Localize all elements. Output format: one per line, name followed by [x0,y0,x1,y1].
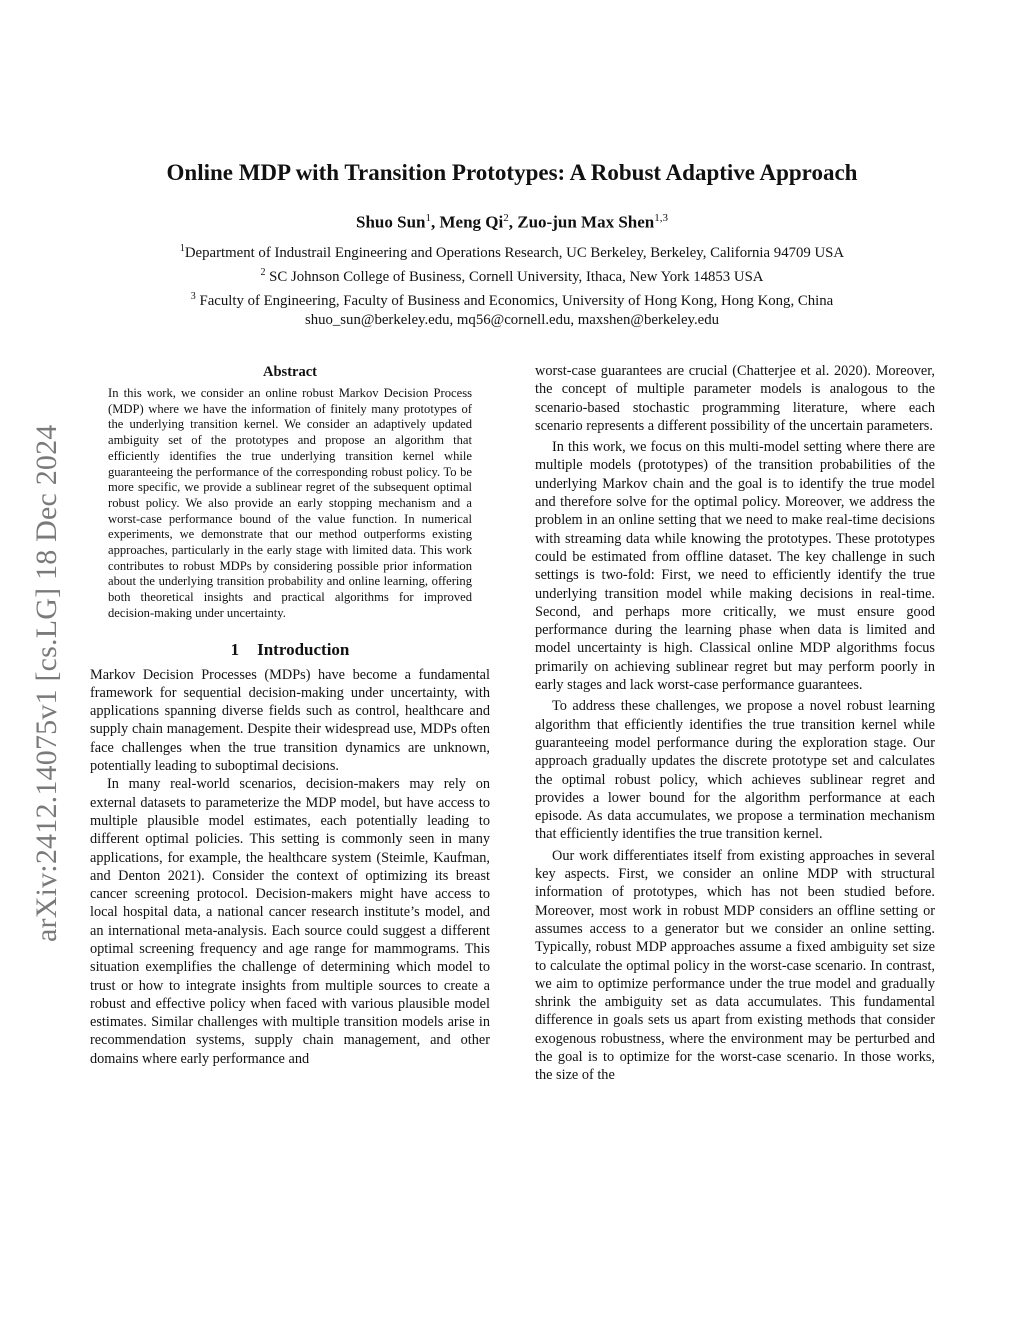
body-paragraph: In many real-world scenarios, decision-makers may rely on external datasets to parameterize the MDP model, but have access to multiple plausible model estimates, each potentially leading to different optimal policies. This setting is commonly seen in many applications, for example, the healthcare system (Steimle, Kaufman, and Denton 2021). Consider the context of optimizing its breast cancer screening protocol. Decision-makers might have access to local hospital data, a national cancer research institute’s model, and an international meta-analysis. Each source could suggest a different optimal screening frequency and age range for mammograms. This situation exemplifies the challenge of determining which model to trust or how to integrate insights from multiple sources to create a robust and effective policy when faced with various plausible model estimates. Similar challenges with multiple transition models arise in recommendation systems, supply chain management, and other domains where early performance and [90,776,490,1067]
author-name: Zuo-jun Max Shen [517,212,655,232]
affiliation-line: $^1$Department of Industrail Engineering and Operations Research, UC Berkeley, Berkeley, California 94709 USA [179,243,845,261]
affiliation-line: $^3$ Faculty of Engineering, Faculty of Business and Economics, University of Hong Kong, Hong Kong, China [190,290,834,309]
right-column [535,362,935,1085]
author-name: Meng Qi [439,212,504,232]
affiliation-block [100,239,924,330]
author-affil-mark: 2 [503,212,509,224]
author-name: Shuo Sun [356,212,426,232]
paper-title: Online MDP with Transition Prototypes: A Robust Adaptive Approach [166,160,858,185]
abstract-text: In this work, we consider an online robust Markov Decision Process (MDP) where we have the information of finitely many prototypes of the underlying transition kernel. We consider an adaptively updated ambiguity set of the prototypes and propose an algorithm that efficiently identifies the true underlying transition kernel while guaranteeing the performance of the corresponding robust policy. To be more specific, we provide a sublinear regret of the subsequent optimal robust policy. We also provide an early stopping mechanism and a worst-case performance bound of the value function. In numerical experiments, we demonstrate that our method outperforms existing approaches, particularly in the early stage with limited data. This work contributes to robust MDPs by considering possible prior information about the underlying transition probability and online learning, offering both theoretical insights and practical algorithms for improved decision-making under uncertainty. [108,386,472,620]
section-number: 1 [230,639,240,659]
author-affil-mark: 1 [425,212,431,224]
author-emails: shuo_sun@berkeley.edu, mq56@cornell.edu, maxshen@berkeley.edu [304,311,720,328]
body-paragraph: To address these challenges, we propose a novel robust learning algorithm that efficiently identifies the true transition kernel while guaranteeing model performance during the exploration stage. Our approach gradually updates the discrete prototype set and calculates the optimal robust policy, which achieves sublinear regret and provides a lower bound for the algorithm performance at each episode. As data accumulates, we propose a termination mechanism that efficiently identifies the true transition kernel. [535,698,935,843]
section-title: Introduction [257,639,350,659]
body-paragraph: Our work differentiates itself from existing approaches in several key aspects. First, we consider an online MDP with structural information of prototypes, which has not been studied before. Moreover, most work in robust MDP considers an offline setting or assumes access to a generator but we consider an online setting. Typically, robust MDP approaches assume a fixed ambiguity set size to calculate the optimal policy in the worst-case scenario. In contrast, we aim to optimize performance under the true model and gradually shrink the ambiguity set as data accumulates. This fundamental difference in goals sets us apart from existing methods that consider exogenous robustness, where the environment may be perturbed and the goal is to optimize for the worst-case scenario. In those works, the size of the [535,847,935,1084]
section-heading [90,638,490,662]
body-paragraph: Markov Decision Processes (MDPs) have become a fundamental framework for sequential decision-making under uncertainty, with applications spanning diverse fields such as control, healthcare and supply chain management. Despite their widespread use, MDPs often face challenges when the true transition dynamics are unknown, potentially leading to suboptimal decisions. [90,666,490,775]
author-affil-mark: 1,3 [654,212,668,224]
left-column [90,362,490,1068]
arxiv-sidebar-stamp [30,346,64,942]
arxiv-identifier: arXiv:2412.14075v1 [cs.LG] 18 Dec 2024 [30,424,63,942]
body-paragraph: worst-case guarantees are crucial (Chatterjee et al. 2020). Moreover, the concept of multiple parameter models is analogous to the scenario-based stochastic programming literature, where each scenario represents a different possibility of the uncertain parameters. [535,363,935,434]
body-paragraph: In this work, we focus on this multi-model setting where there are multiple models (prototypes) of the transition probabilities of the underlying Markov chain and the goal is to identify the true model and therefore solve for the optimal policy. Moreover, we address the problem in an online setting that we need to make real-time decisions with streaming data while knowing the prototypes. These prototypes could be estimated from offline dataset. The key challenge in such settings is two-fold: First, we need to efficiently identify the true underlying transition model while making decisions in real-time. Second, and perhaps more critically, we must ensure good performance during the learning phase when data is limited and model uncertainty is high. Classical online MDP algorithms focus primarily on achieving sublinear regret but may perform poorly in early stages and lack worst-case performance guarantees. [535,439,935,694]
author-list: Shuo Sun$^1$, Meng Qi$^2$, Zuo-jun Max Shen$^{1,3}$ [356,212,668,232]
affiliation-line: $^2$ SC Johnson College of Business, Cornell University, Ithaca, New York 14853 USA [260,266,764,285]
abstract-heading: Abstract [263,364,317,380]
